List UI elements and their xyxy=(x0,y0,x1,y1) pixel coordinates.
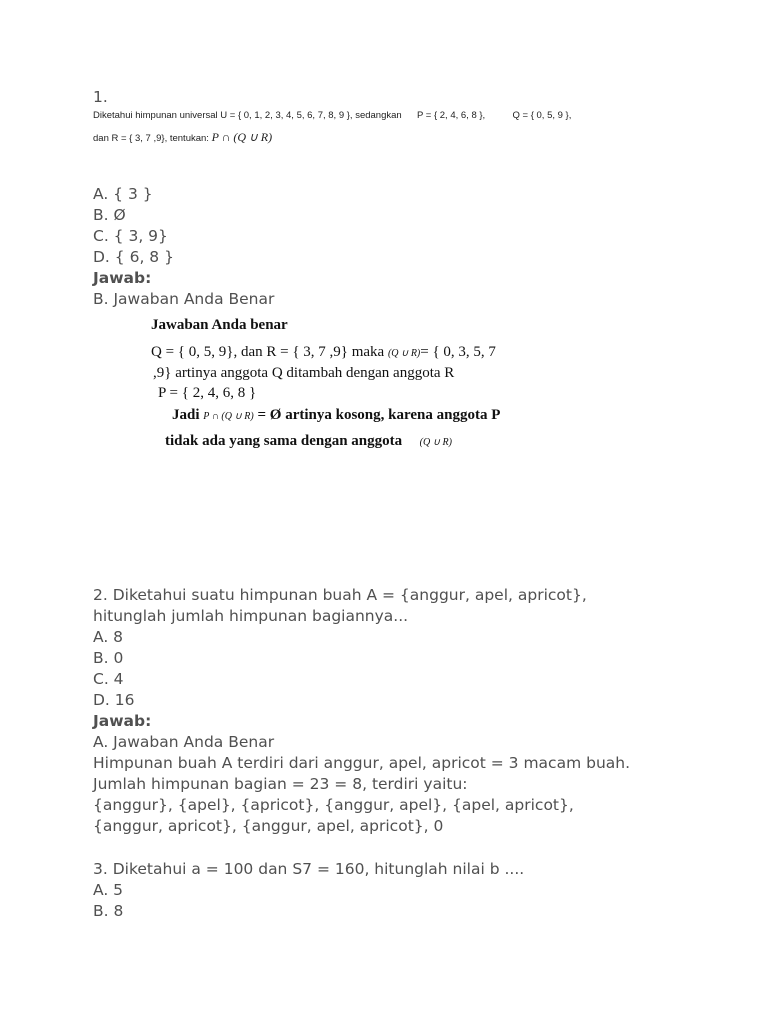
question-2-explanation-line-2: Jumlah himpunan bagian = 23 = 8, terdiri yaitu: xyxy=(93,775,468,793)
explanation-1-line-5-expr: (Q ∪ R) xyxy=(419,437,452,448)
question-3-option-b: B. 8 xyxy=(93,902,124,920)
question-3-option-a: A. 5 xyxy=(93,881,124,899)
question-2-answer: A. Jawaban Anda Benar xyxy=(93,733,275,751)
explanation-1-line-3: P = { 2, 4, 6, 8 } xyxy=(158,385,257,401)
explanation-1-line-1-text: Q = { 0, 5, 9}, dan R = { 3, 7 ,9} maka xyxy=(151,344,385,360)
question-1-option-a: A. { 3 } xyxy=(93,185,153,203)
explanation-1-line-5-text: tidak ada yang sama dengan anggota xyxy=(165,433,403,449)
explanation-1-line-4-jadi: Jadi xyxy=(172,407,200,423)
question-1-option-b: B. Ø xyxy=(93,206,126,224)
question-1-answer-label: Jawab: xyxy=(93,269,152,287)
explanation-1-line-4-text: = Ø artinya kosong, karena anggota P xyxy=(257,407,501,423)
question-1-answer: B. Jawaban Anda Benar xyxy=(93,290,275,308)
question-2-explanation-line-4: {anggur, apricot}, {anggur, apel, apricot}, 0 xyxy=(93,817,444,835)
question-1-image-line-1 xyxy=(93,110,571,121)
explanation-1-line-1 xyxy=(151,344,496,361)
explanation-1-line-2: ,9} artinya anggota Q ditambah dengan anggota R xyxy=(153,365,455,381)
question-1-set-r: dan R = { 3, 7 ,9}, tentukan: xyxy=(93,133,209,144)
explanation-1-line-1-result: = { 0, 3, 5, 7 xyxy=(420,344,496,360)
question-1-universal-set: Diketahui himpunan universal U = { 0, 1, 2, 3, 4, 5, 6, 7, 8, 9 }, sedangkan xyxy=(93,110,402,121)
explanation-1-line-4-expr: P ∩ (Q ∪ R) xyxy=(203,411,254,422)
question-2-explanation-line-3: {anggur}, {apel}, {apricot}, {anggur, apel}, {apel, apricot}, xyxy=(93,796,574,814)
question-1-set-q: Q = { 0, 5, 9 }, xyxy=(512,110,572,121)
question-2-option-a: A. 8 xyxy=(93,628,124,646)
question-2-option-d: D. 16 xyxy=(93,691,135,709)
question-1-number: 1. xyxy=(93,88,108,106)
question-1-set-p: P = { 2, 4, 6, 8 }, xyxy=(416,110,486,121)
explanation-1-title: Jawaban Anda benar xyxy=(151,317,288,333)
question-1-expression: P ∩ (Q ∪ R) xyxy=(211,130,273,144)
question-1-option-c: C. { 3, 9} xyxy=(93,227,168,245)
explanation-1-line-1-expr: (Q ∪ R) xyxy=(387,348,421,359)
question-2-text-line-1: 2. Diketahui suatu himpunan buah A = {anggur, apel, apricot}, xyxy=(93,586,587,604)
question-1-image-line-2 xyxy=(93,130,272,145)
question-2-explanation-line-1: Himpunan buah A terdiri dari anggur, apel, apricot = 3 macam buah. xyxy=(93,754,631,772)
question-2-text-line-2: hitunglah jumlah himpunan bagiannya... xyxy=(93,607,409,625)
question-2-option-b: B. 0 xyxy=(93,649,124,667)
question-2-option-c: C. 4 xyxy=(93,670,124,688)
question-1-option-d: D. { 6, 8 } xyxy=(93,248,174,266)
explanation-1-line-4 xyxy=(172,407,500,424)
question-2-answer-label: Jawab: xyxy=(93,712,152,730)
explanation-1-line-5 xyxy=(165,433,452,450)
question-3-text: 3. Diketahui a = 100 dan S7 = 160, hitunglah nilai b .... xyxy=(93,860,525,878)
